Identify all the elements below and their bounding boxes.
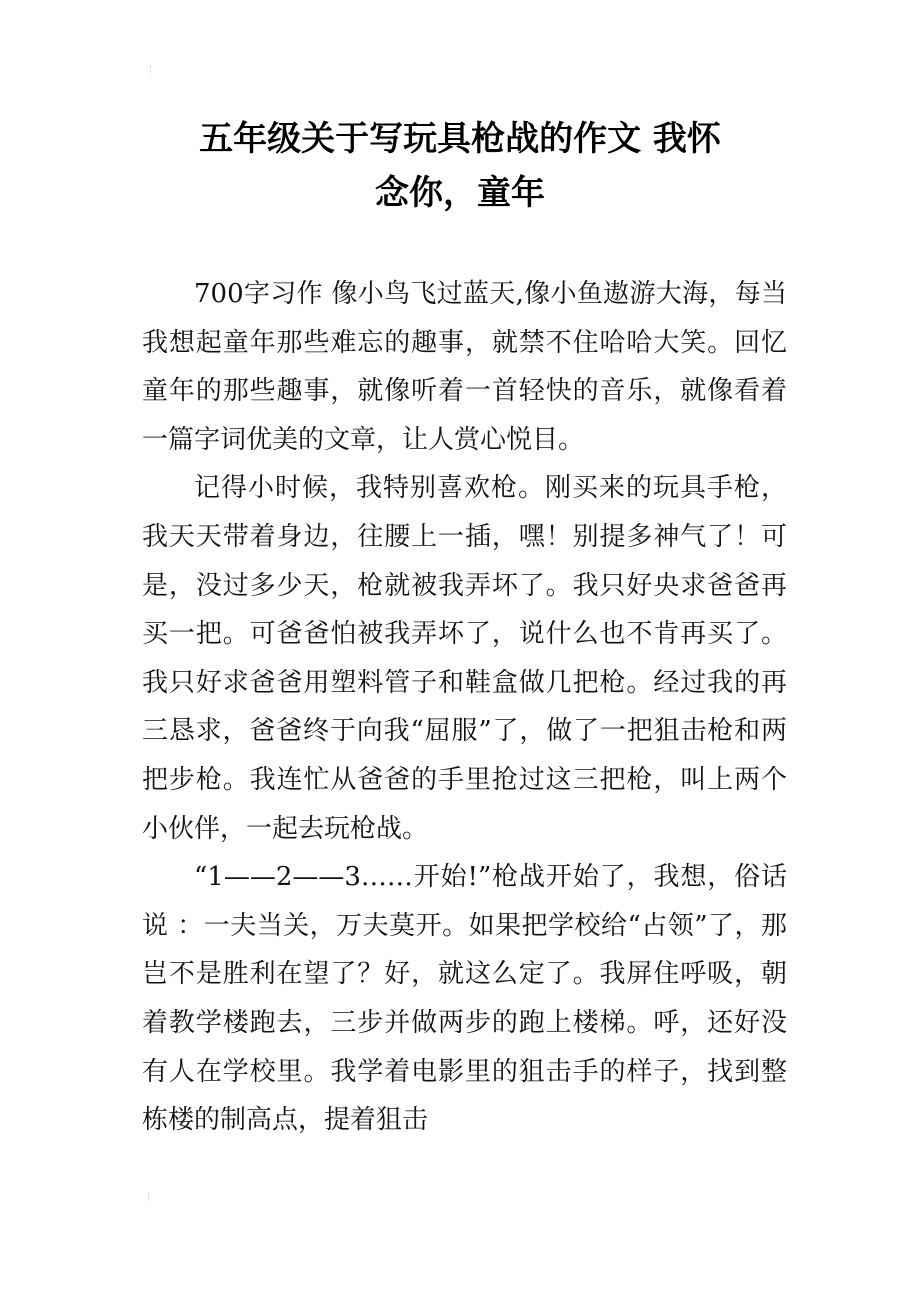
- document-body: [142, 270, 787, 1145]
- title-line-2: 念你，童年: [375, 173, 545, 213]
- document-title: [140, 112, 780, 220]
- paragraph-1: 700字习作 像小鸟飞过蓝天,像小鱼遨游大海，每当我想起童年那些难忘的趣事，就禁不住哈哈大笑。回忆童年的那些趣事，就像听着一首轻快的音乐，就像看着一篇字词优美的文章，让人赏心悦目。: [142, 279, 787, 455]
- paragraph-3: “1——2——3……开始!”枪战开始了，我想，俗话说 ：一夫当关，万夫莫开。如果把学校给“占领”了，那岂不是胜利在望了？好，就这么定了。我屏住呼吸，朝着教学楼跑去，三步并做两步的跑上楼梯。呼，还好没有人在学校里。我学着电影里的狙击手的样子，找到整栋楼的制高点，提着狙击: [142, 862, 787, 1136]
- title-line-1: 五年级关于写玩具枪战的作文 我怀: [199, 119, 721, 159]
- page-corner-mark-top: [150, 66, 155, 76]
- page-corner-mark-bottom: [148, 1192, 153, 1202]
- paragraph-2: 记得小时候，我特别喜欢枪。刚买来的玩具手枪，我天天带着身边，往腰上一插，嘿！别提多神气了！可是，没过多少天，枪就被我弄坏了。我只好央求爸爸再买一把。可爸爸怕被我弄坏了，说什么也不肯再买了。我只好求爸爸用塑料管子和鞋盒做几把枪。经过我的再三恳求，爸爸终于向我“屈服”了，做了一把狙击枪和两把步枪。我连忙从爸爸的手里抢过这三把枪，叫上两个小伙伴，一起去玩枪战。: [142, 473, 787, 844]
